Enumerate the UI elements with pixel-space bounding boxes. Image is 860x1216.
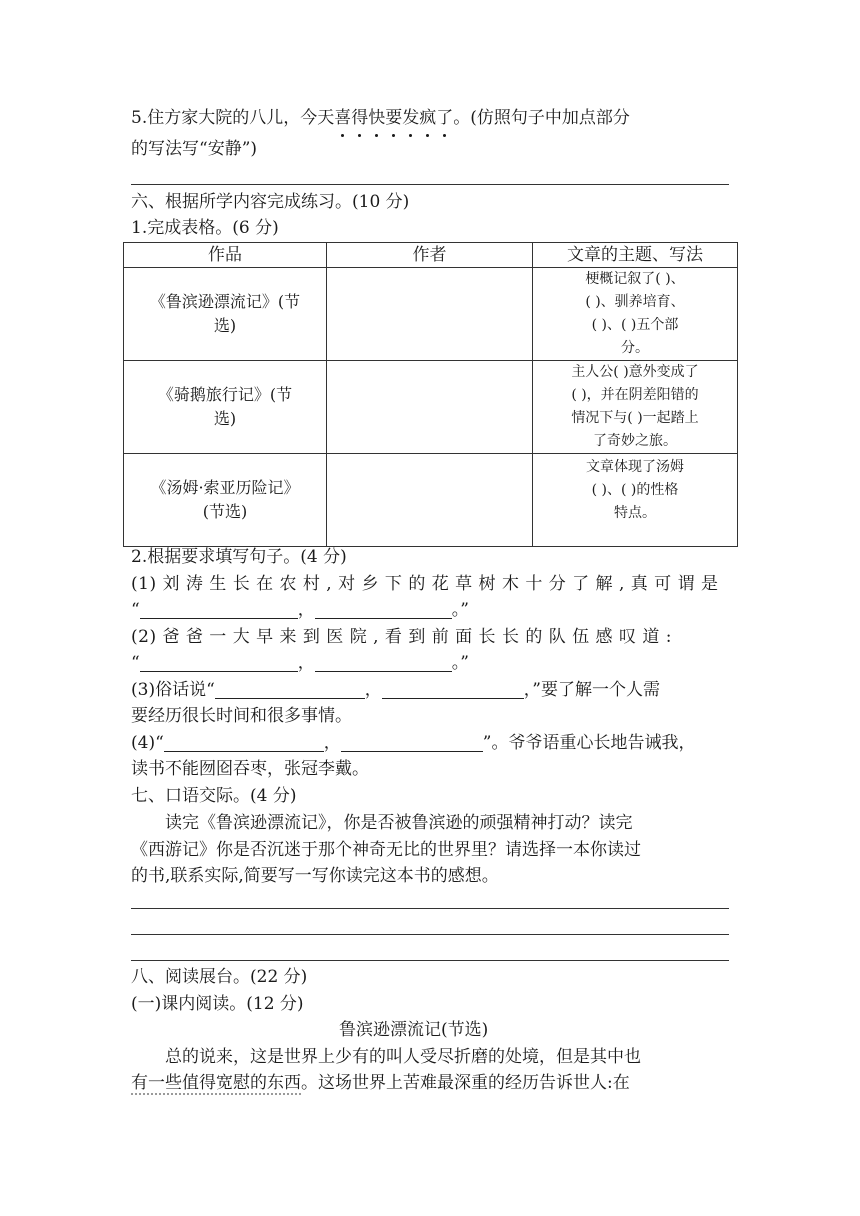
- close-quote: 。”: [451, 653, 469, 673]
- work-title-line: 《汤姆·索亚历险记》: [150, 478, 300, 497]
- q2-3-line2: 要经历很长时间和很多事情。: [131, 706, 352, 726]
- q2-4-pre: (4)“: [131, 733, 164, 753]
- theme-line: ( )、驯养培育、: [585, 294, 685, 310]
- theme-cell[interactable]: [533, 454, 738, 547]
- blank-input[interactable]: [140, 600, 298, 619]
- author-answer-cell[interactable]: [327, 454, 533, 547]
- section7-para-line: 的书,联系实际,简要写一写你读完这本书的感想。: [131, 866, 499, 886]
- theme-line: 主人公( )意外变成了: [571, 364, 699, 380]
- theme-line: 情况下与( )一起踏上: [571, 410, 699, 426]
- header-author: 作者: [327, 243, 533, 268]
- emphasis-char: 要: [385, 108, 403, 128]
- comma: ，: [297, 600, 315, 620]
- table-header-row: [124, 243, 738, 268]
- theme-line: 了奇妙之旅。: [593, 433, 677, 449]
- theme-cell[interactable]: [533, 361, 738, 454]
- theme-line: 分。: [621, 340, 649, 356]
- q2-2-line1: (2) 爸 爸 一 大 早 来 到 医 院 , 看 到 前 面 长 长 的 队 伍 感 叹 道 :: [131, 627, 672, 647]
- theme-cell[interactable]: [533, 268, 738, 361]
- work-cell: [124, 268, 327, 361]
- theme-line: ( )、( )的性格: [591, 482, 679, 498]
- underlined-phrase: 有一些值得宽慰的东西: [131, 1073, 301, 1093]
- theme-line: 梗概记叙了( )、: [585, 271, 685, 287]
- section6-title: 六、根据所学内容完成练习。(10 分): [131, 192, 410, 212]
- q5-post-text: 。(仿照句子中加点部分: [453, 108, 630, 128]
- theme-line: 特点。: [614, 505, 656, 521]
- emphasis-char: 喜: [334, 108, 352, 128]
- open-quote: “: [131, 653, 140, 673]
- q5-line2: 的写法写“安静”): [131, 139, 258, 159]
- section8-subtitle: (一)课内阅读。(12 分): [131, 994, 304, 1014]
- q2-1-line1: (1) 刘 涛 生 长 在 农 村 , 对 乡 下 的 花 草 树 木 十 分 了 解 , 真 可 谓 是: [131, 574, 719, 594]
- blank-input[interactable]: [315, 653, 452, 672]
- theme-line: ( )、( )五个部: [591, 317, 679, 333]
- work-title-line: 选): [213, 409, 237, 428]
- section7-title: 七、口语交际。(4 分): [131, 786, 297, 806]
- work-cell: [124, 454, 327, 547]
- header-work: 作品: [124, 243, 327, 268]
- fill-sentence-title: 2.根据要求填写句子。(4 分): [131, 547, 347, 567]
- q2-3-post: ，”要了解一个人需: [523, 680, 660, 700]
- comma: ，: [364, 680, 382, 700]
- q5-answer-line[interactable]: [131, 184, 729, 185]
- q5-dotted-text: [334, 108, 453, 128]
- q2-1-line2: [131, 598, 469, 622]
- work-title-line: 选): [213, 316, 237, 335]
- q5-pre-text: 5.住方家大院的八儿，今天: [131, 108, 335, 128]
- passage-title: 鲁滨逊漂流记(节选): [339, 1020, 489, 1040]
- work-title-line: 《鲁滨逊漂流记》(节: [149, 292, 301, 311]
- work-title-line: 《骑鹅旅行记》(节: [157, 385, 293, 404]
- work-title-line: (节选): [202, 502, 248, 521]
- passage-line-rest: 。这场世界上苦难最深重的经历告诉世人:在: [301, 1073, 630, 1093]
- emphasis-char: 了: [436, 108, 454, 128]
- q2-3-pre: (3)俗话说“: [131, 680, 215, 700]
- section8-title: 八、阅读展台。(22 分): [131, 967, 308, 987]
- author-answer-cell[interactable]: [327, 268, 533, 361]
- work-cell: [124, 361, 327, 454]
- table-question-title: 1.完成表格。(6 分): [131, 218, 279, 238]
- comma: ，: [297, 653, 315, 673]
- q2-4-post: ”。爷爷语重心长地告诫我，: [482, 733, 696, 753]
- table-row: [124, 454, 738, 547]
- writing-line[interactable]: [131, 960, 729, 961]
- blank-input[interactable]: [215, 680, 365, 699]
- passage-line: 总的说来，这是世界上少有的叫人受尽折磨的处境，但是其中也: [165, 1047, 641, 1067]
- emphasis-char: 疯: [419, 108, 437, 128]
- emphasis-char: 得: [351, 108, 369, 128]
- blank-input[interactable]: [315, 600, 452, 619]
- author-answer-cell[interactable]: [327, 361, 533, 454]
- q5-line1: [131, 106, 630, 130]
- table-row: [124, 361, 738, 454]
- blank-input[interactable]: [164, 733, 324, 752]
- blank-input[interactable]: [341, 733, 483, 752]
- header-theme: 文章的主题、写法: [533, 243, 738, 268]
- writing-line[interactable]: [131, 934, 729, 935]
- comma: ，: [323, 733, 341, 753]
- q2-2-line2: [131, 651, 469, 675]
- table-row: [124, 268, 738, 361]
- emphasis-char: 快: [368, 108, 386, 128]
- theme-line: 文章体现了汤姆: [586, 459, 684, 475]
- emphasis-char: 发: [402, 108, 420, 128]
- works-table: [123, 242, 738, 547]
- writing-line[interactable]: [131, 908, 729, 909]
- passage-line: [131, 1071, 630, 1095]
- theme-line: ( )，并在阴差阳错的: [571, 387, 699, 403]
- section7-para-line: 《西游记》你是否沉迷于那个神奇无比的世界里？请选择一本你读过: [131, 840, 641, 860]
- close-quote: 。”: [451, 600, 469, 620]
- q2-4-line2: 读书不能囫囵吞枣，张冠李戴。: [131, 759, 369, 779]
- open-quote: “: [131, 600, 140, 620]
- section7-para-line: 读完《鲁滨逊漂流记》，你是否被鲁滨逊的顽强精神打动？读完: [165, 813, 633, 833]
- q2-4-line1: [131, 731, 695, 755]
- blank-input[interactable]: [140, 653, 298, 672]
- q2-3-line1: [131, 678, 660, 702]
- blank-input[interactable]: [382, 680, 524, 699]
